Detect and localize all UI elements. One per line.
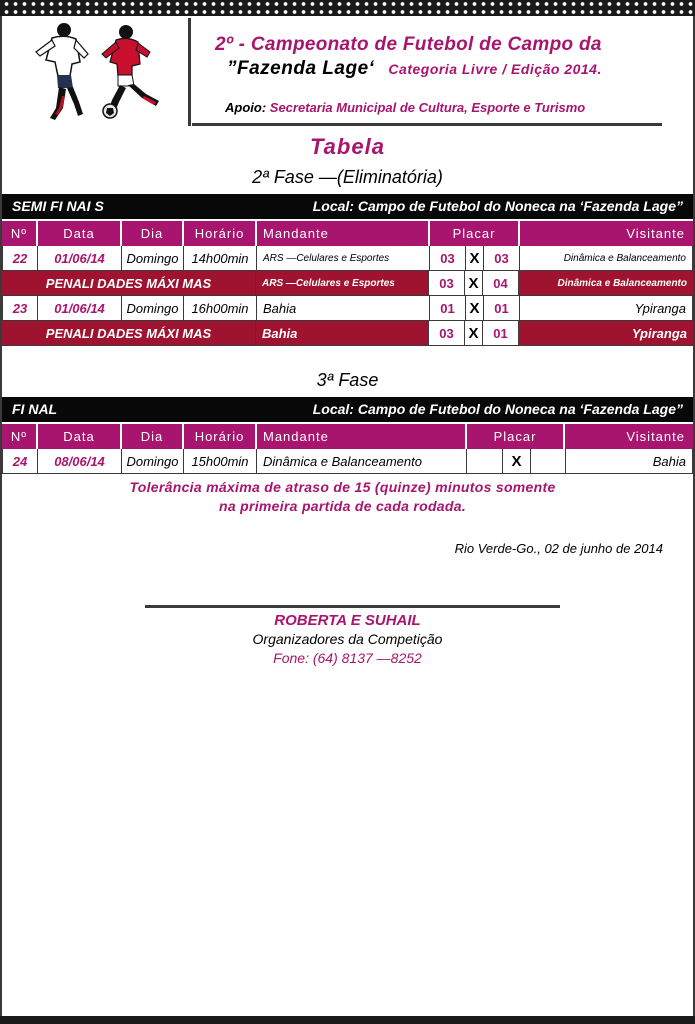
semis-label: SEMI FI NAI S	[12, 198, 104, 214]
game-date: 08/06/14	[38, 449, 122, 473]
home-team: ARS —Celulares e Esportes	[257, 246, 430, 270]
col-data: Data	[38, 424, 122, 449]
tolerance-notice	[0, 478, 685, 516]
penalty-versus-mark: X	[465, 271, 483, 295]
signature-line	[145, 605, 560, 608]
penalty-away-score: 01	[483, 321, 519, 345]
table-row	[2, 449, 693, 474]
game-time: 16h00min	[184, 296, 257, 320]
col-num: Nº	[2, 221, 38, 246]
category-label: Categoria Livre / Edição 2014.	[388, 61, 602, 77]
col-num: Nº	[2, 424, 38, 449]
championship-title: 2º - Campeonato de Futebol de Campo da	[215, 34, 602, 55]
page-border-left	[0, 16, 2, 1016]
home-team: Bahia	[257, 296, 430, 320]
game-date: 01/06/14	[38, 296, 122, 320]
col-placar: Placar	[430, 221, 520, 246]
semis-location: Local: Campo de Futebol do Noneca na ‘Fazenda Lage”	[312, 198, 683, 214]
col-horario: Horário	[184, 221, 257, 246]
player-red-icon	[102, 25, 159, 114]
soccer-players-logo	[22, 18, 182, 123]
col-horario: Horário	[184, 424, 257, 449]
final-label: FI NAL	[12, 401, 58, 417]
organizer-role: Organizadores da Competição	[252, 631, 443, 647]
away-score: 03	[484, 246, 520, 270]
tolerance-line-1: Tolerância máxima de atraso de 15 (quinze) minutos somente	[129, 479, 556, 495]
penalty-away-team: Ypiranga	[631, 325, 687, 341]
home-score: 03	[430, 246, 466, 270]
final-table-header	[2, 424, 693, 449]
game-date: 01/06/14	[38, 246, 122, 270]
game-day: Domingo	[122, 296, 184, 320]
penalty-versus-mark: X	[465, 321, 483, 345]
col-placar: Placar	[467, 424, 565, 449]
semis-bar	[2, 194, 693, 219]
sponsor-label: Apoio:	[225, 100, 267, 115]
versus-mark: X	[466, 296, 484, 320]
player-white-icon	[36, 23, 88, 120]
organizer-name: ROBERTA E SUHAIL	[274, 612, 421, 629]
game-time: 15h00min	[184, 449, 257, 473]
penalty-home-score: 03	[429, 271, 465, 295]
versus-mark: X	[466, 246, 484, 270]
versus-mark: X	[503, 449, 531, 473]
championship-subtitle	[227, 58, 602, 80]
game-num: 22	[3, 246, 38, 270]
away-score: 01	[484, 296, 520, 320]
col-data: Data	[38, 221, 122, 246]
sponsor-text: Secretaria Municipal de Cultura, Esporte e Turismo	[269, 100, 586, 115]
star-border-top	[0, 0, 695, 16]
penalty-label: PENALI DADES MÁXI MAS	[2, 321, 256, 345]
table-row	[2, 246, 693, 271]
home-team: Dinâmica e Balanceamento	[257, 449, 467, 473]
page-border-bottom	[0, 1016, 695, 1024]
col-mandante: Mandante	[257, 221, 430, 246]
header-underline	[192, 123, 662, 126]
col-mandante: Mandante	[257, 424, 467, 449]
away-team: Bahia	[652, 453, 686, 469]
penalty-label: PENALI DADES MÁXI MAS	[2, 271, 256, 295]
col-visitante: Visitante	[626, 429, 685, 444]
tolerance-line-2: na primeira partida de cada rodada.	[218, 498, 467, 514]
table-row	[2, 296, 693, 321]
phase-semis-title: 2ª Fase —(Eliminatória)	[252, 167, 443, 187]
away-score	[531, 449, 566, 473]
date-place: Rio Verde-Go., 02 de junho de 2014	[454, 541, 663, 556]
penalty-row	[2, 321, 693, 346]
game-num: 24	[3, 449, 38, 473]
game-num: 23	[3, 296, 38, 320]
col-visitante: Visitante	[626, 226, 685, 241]
game-day: Domingo	[122, 449, 184, 473]
penalty-home-team: ARS —Celulares e Esportes	[256, 271, 429, 295]
away-team: Dinâmica e Balanceamento	[563, 252, 686, 264]
venue-name: ”Fazenda Lage‘	[227, 58, 375, 79]
away-team: Ypiranga	[634, 300, 686, 316]
phase-final-title: 3ª Fase	[316, 370, 379, 390]
col-dia: Dia	[122, 424, 184, 449]
home-score: 01	[430, 296, 466, 320]
penalty-home-score: 03	[429, 321, 465, 345]
penalty-away-team: Dinâmica e Balanceamento	[557, 277, 687, 289]
game-time: 14h00min	[184, 246, 257, 270]
col-dia: Dia	[122, 221, 184, 246]
penalty-away-score: 04	[483, 271, 519, 295]
penalty-row	[2, 271, 693, 296]
game-day: Domingo	[122, 246, 184, 270]
final-location: Local: Campo de Futebol do Noneca na ‘Fazenda Lage”	[312, 401, 683, 417]
organizer-phone: Fone: (64) 8137 —8252	[273, 650, 422, 666]
sponsor-line	[225, 100, 585, 115]
header-divider	[188, 18, 191, 126]
page-title: Tabela	[310, 134, 385, 159]
final-bar	[2, 397, 693, 422]
home-score	[467, 449, 503, 473]
semis-table-header	[2, 221, 693, 246]
penalty-home-team: Bahia	[256, 321, 429, 345]
